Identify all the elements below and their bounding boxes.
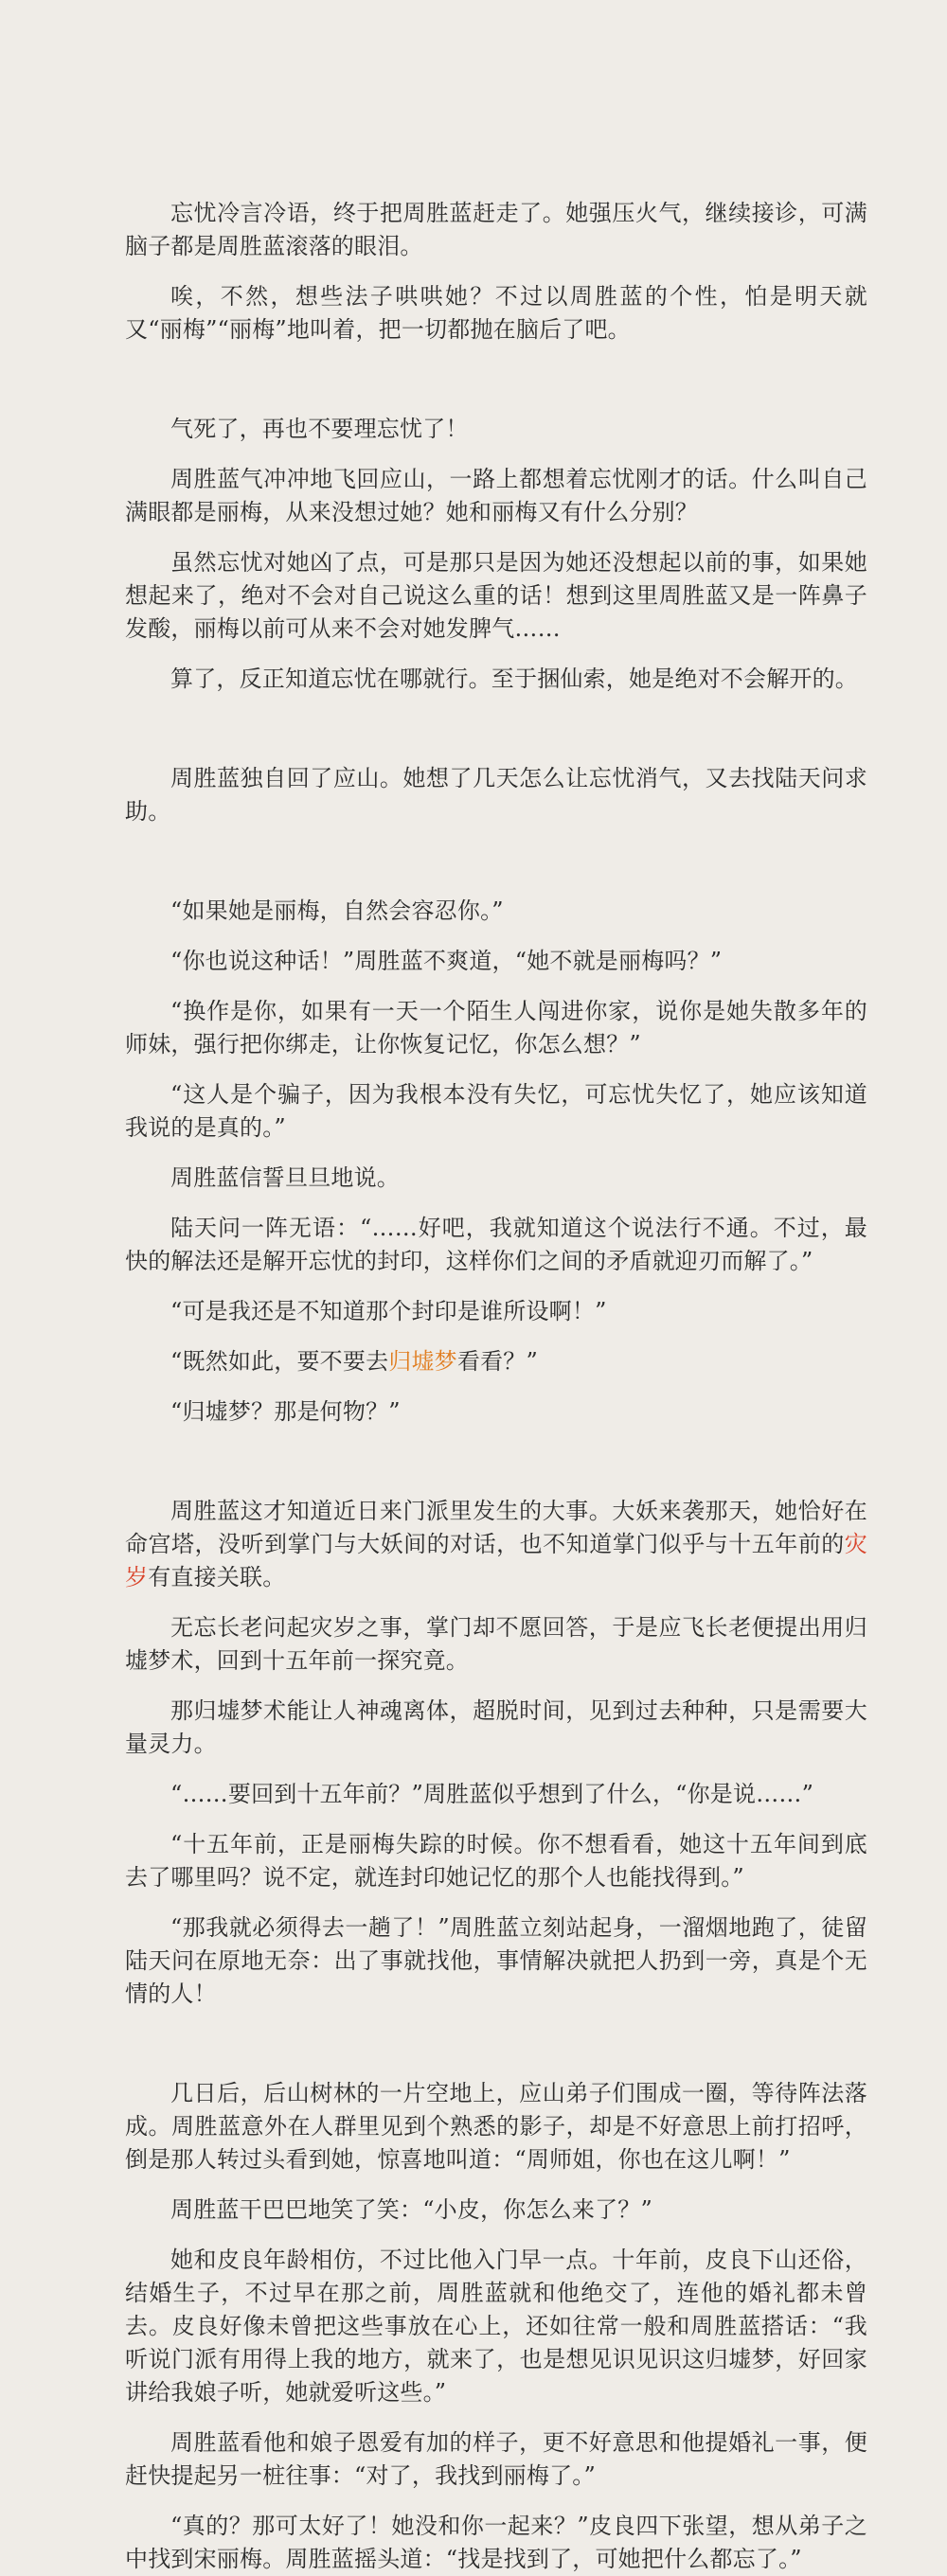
text-section: [125, 895, 867, 1429]
paragraph: “这人是个骗子，因为我根本没有失忆，可忘忧失忆了，她应该知道我说的是真的。”: [125, 1081, 867, 1141]
text-section: [125, 762, 867, 828]
text-section: [125, 413, 867, 696]
paragraph: 唉，不然，想些法子哄哄她？不过以周胜蓝的个性，怕是明天就又“丽梅”“丽梅”地叫着，把一切都抛在脑后了吧。: [125, 283, 867, 343]
paragraph: 几日后，后山树林的一片空地上，应山弟子们围成一圈，等待阵法落成。周胜蓝意外在人群里见到个熟悉的影子，却是不好意思上前打招呼，倒是那人转过头看到她，惊喜地叫道：“周师姐，你也在这儿啊！”: [125, 2080, 867, 2173]
text-run: 看看？”: [456, 1348, 538, 1375]
paragraph: 气死了，再也不要理忘忧了！: [170, 416, 469, 442]
paragraph: “换作是你，如果有一天一个陌生人闯进你家，说你是她失散多年的师妹，强行把你绑走，让你恢复记忆，你怎么想？”: [125, 998, 867, 1057]
paragraph: “那我就必须得去一趟了！”周胜蓝立刻站起身，一溜烟地跑了，徒留陆天问在原地无奈：出了事就找他，事情解决就把人扔到一旁，真是个无情的人！: [125, 1914, 867, 2007]
text-section: [125, 2077, 867, 2576]
paragraph: 周胜蓝信誓旦旦地说。: [170, 1164, 400, 1191]
paragraph: “真的？那可太好了！她没和你一起来？”皮良四下张望，想从弟子之中找到宋丽梅。周胜蓝摇头道：“找是找到了，可她把什么都忘了。”: [125, 2513, 867, 2572]
paragraph: “如果她是丽梅，自然会容忍你。”: [170, 897, 504, 924]
paragraph: “你也说这种话！”周胜蓝不爽道，“她不就是丽梅吗？”: [170, 948, 723, 974]
paragraph: 忘忧冷言冷语，终于把周胜蓝赶走了。她强压火气，继续接诊，可满脑子都是周胜蓝滚落的眼泪。: [125, 200, 867, 259]
paragraph: 周胜蓝看他和娘子恩爱有加的样子，更不好意思和他提婚礼一事，便赶快提起另一桩往事：“对了，我找到丽梅了。”: [125, 2429, 867, 2489]
paragraph: 那归墟梦术能让人神魂离体，超脱时间，见到过去种种，只是需要大量灵力。: [125, 1697, 867, 1757]
paragraph: 陆天问一阵无语：“……好吧，我就知道这个说法行不通。不过，最快的解法还是解开忘忧的封印，这样你们之间的矛盾就迎刃而解了。”: [125, 1215, 867, 1274]
paragraph: “可是我还是不知道那个封印是谁所设啊！”: [170, 1298, 607, 1324]
paragraph: 她和皮良年龄相仿，不过比他入门早一点。十年前，皮良下山还俗，结婚生子，不过早在那之前，周胜蓝就和他绝交了，连他的婚礼都未曾去。皮良好像未曾把这些事放在心上，还如往常一般和周胜蓝搭话：“我听说门派有用得上我的地方，就来了，也是想见识见识这归墟梦，好回家讲给我娘子听，她就爱听这些。”: [125, 2247, 867, 2406]
paragraph: 周胜蓝气冲冲地飞回应山，一路上都想着忘忧刚才的话。什么叫自己满眼都是丽梅，从来没想过她？她和丽梅又有什么分别？: [125, 466, 867, 525]
paragraph: “归墟梦？那是何物？”: [170, 1398, 401, 1425]
text-run: 周胜蓝这才知道近日来门派里发生的大事。大妖来袭那天，她恰好在命宫塔，没听到掌门与大妖间的对话，也不知道掌门似乎与十五年前的: [125, 1498, 867, 1557]
text-run: “既然如此，要不要去: [170, 1348, 389, 1375]
paragraph: 周胜蓝干巴巴地笑了笑：“小皮，你怎么来了？”: [170, 2196, 652, 2223]
paragraph: 算了，反正知道忘忧在哪就行。至于捆仙索，她是绝对不会解开的。: [170, 666, 858, 692]
text-run: 有直接关联。: [148, 1564, 286, 1590]
paragraph: [125, 1495, 867, 1594]
paragraph: 周胜蓝独自回了应山。她想了几天怎么让忘忧消气，又去找陆天问求助。: [125, 765, 867, 825]
text-section: [125, 197, 867, 346]
paragraph: “……要回到十五年前？”周胜蓝似乎想到了什么，“你是说……”: [170, 1781, 814, 1807]
paragraph: 虽然忘忧对她凶了点，可是那只是因为她还没想起以前的事，如果她想起来了，绝对不会对自己说这么重的话！想到这里周胜蓝又是一阵鼻子发酸，丽梅以前可从来不会对她发脾气……: [125, 549, 867, 642]
paragraph: [125, 1345, 867, 1378]
keyword-link-zaisui[interactable]: 灾岁: [125, 1531, 867, 1590]
keyword-link-guixumeng[interactable]: 归墟梦: [388, 1348, 457, 1375]
text-section: [125, 1495, 867, 2011]
paragraph: “十五年前，正是丽梅失踪的时候。你不想看看，她这十五年间到底去了哪里吗？说不定，就连封印她记忆的那个人也能找得到。”: [125, 1831, 867, 1891]
paragraph: 无忘长老问起灾岁之事，掌门却不愿回答，于是应飞长老便提出用归墟梦术，回到十五年前一探究竟。: [125, 1614, 867, 1674]
